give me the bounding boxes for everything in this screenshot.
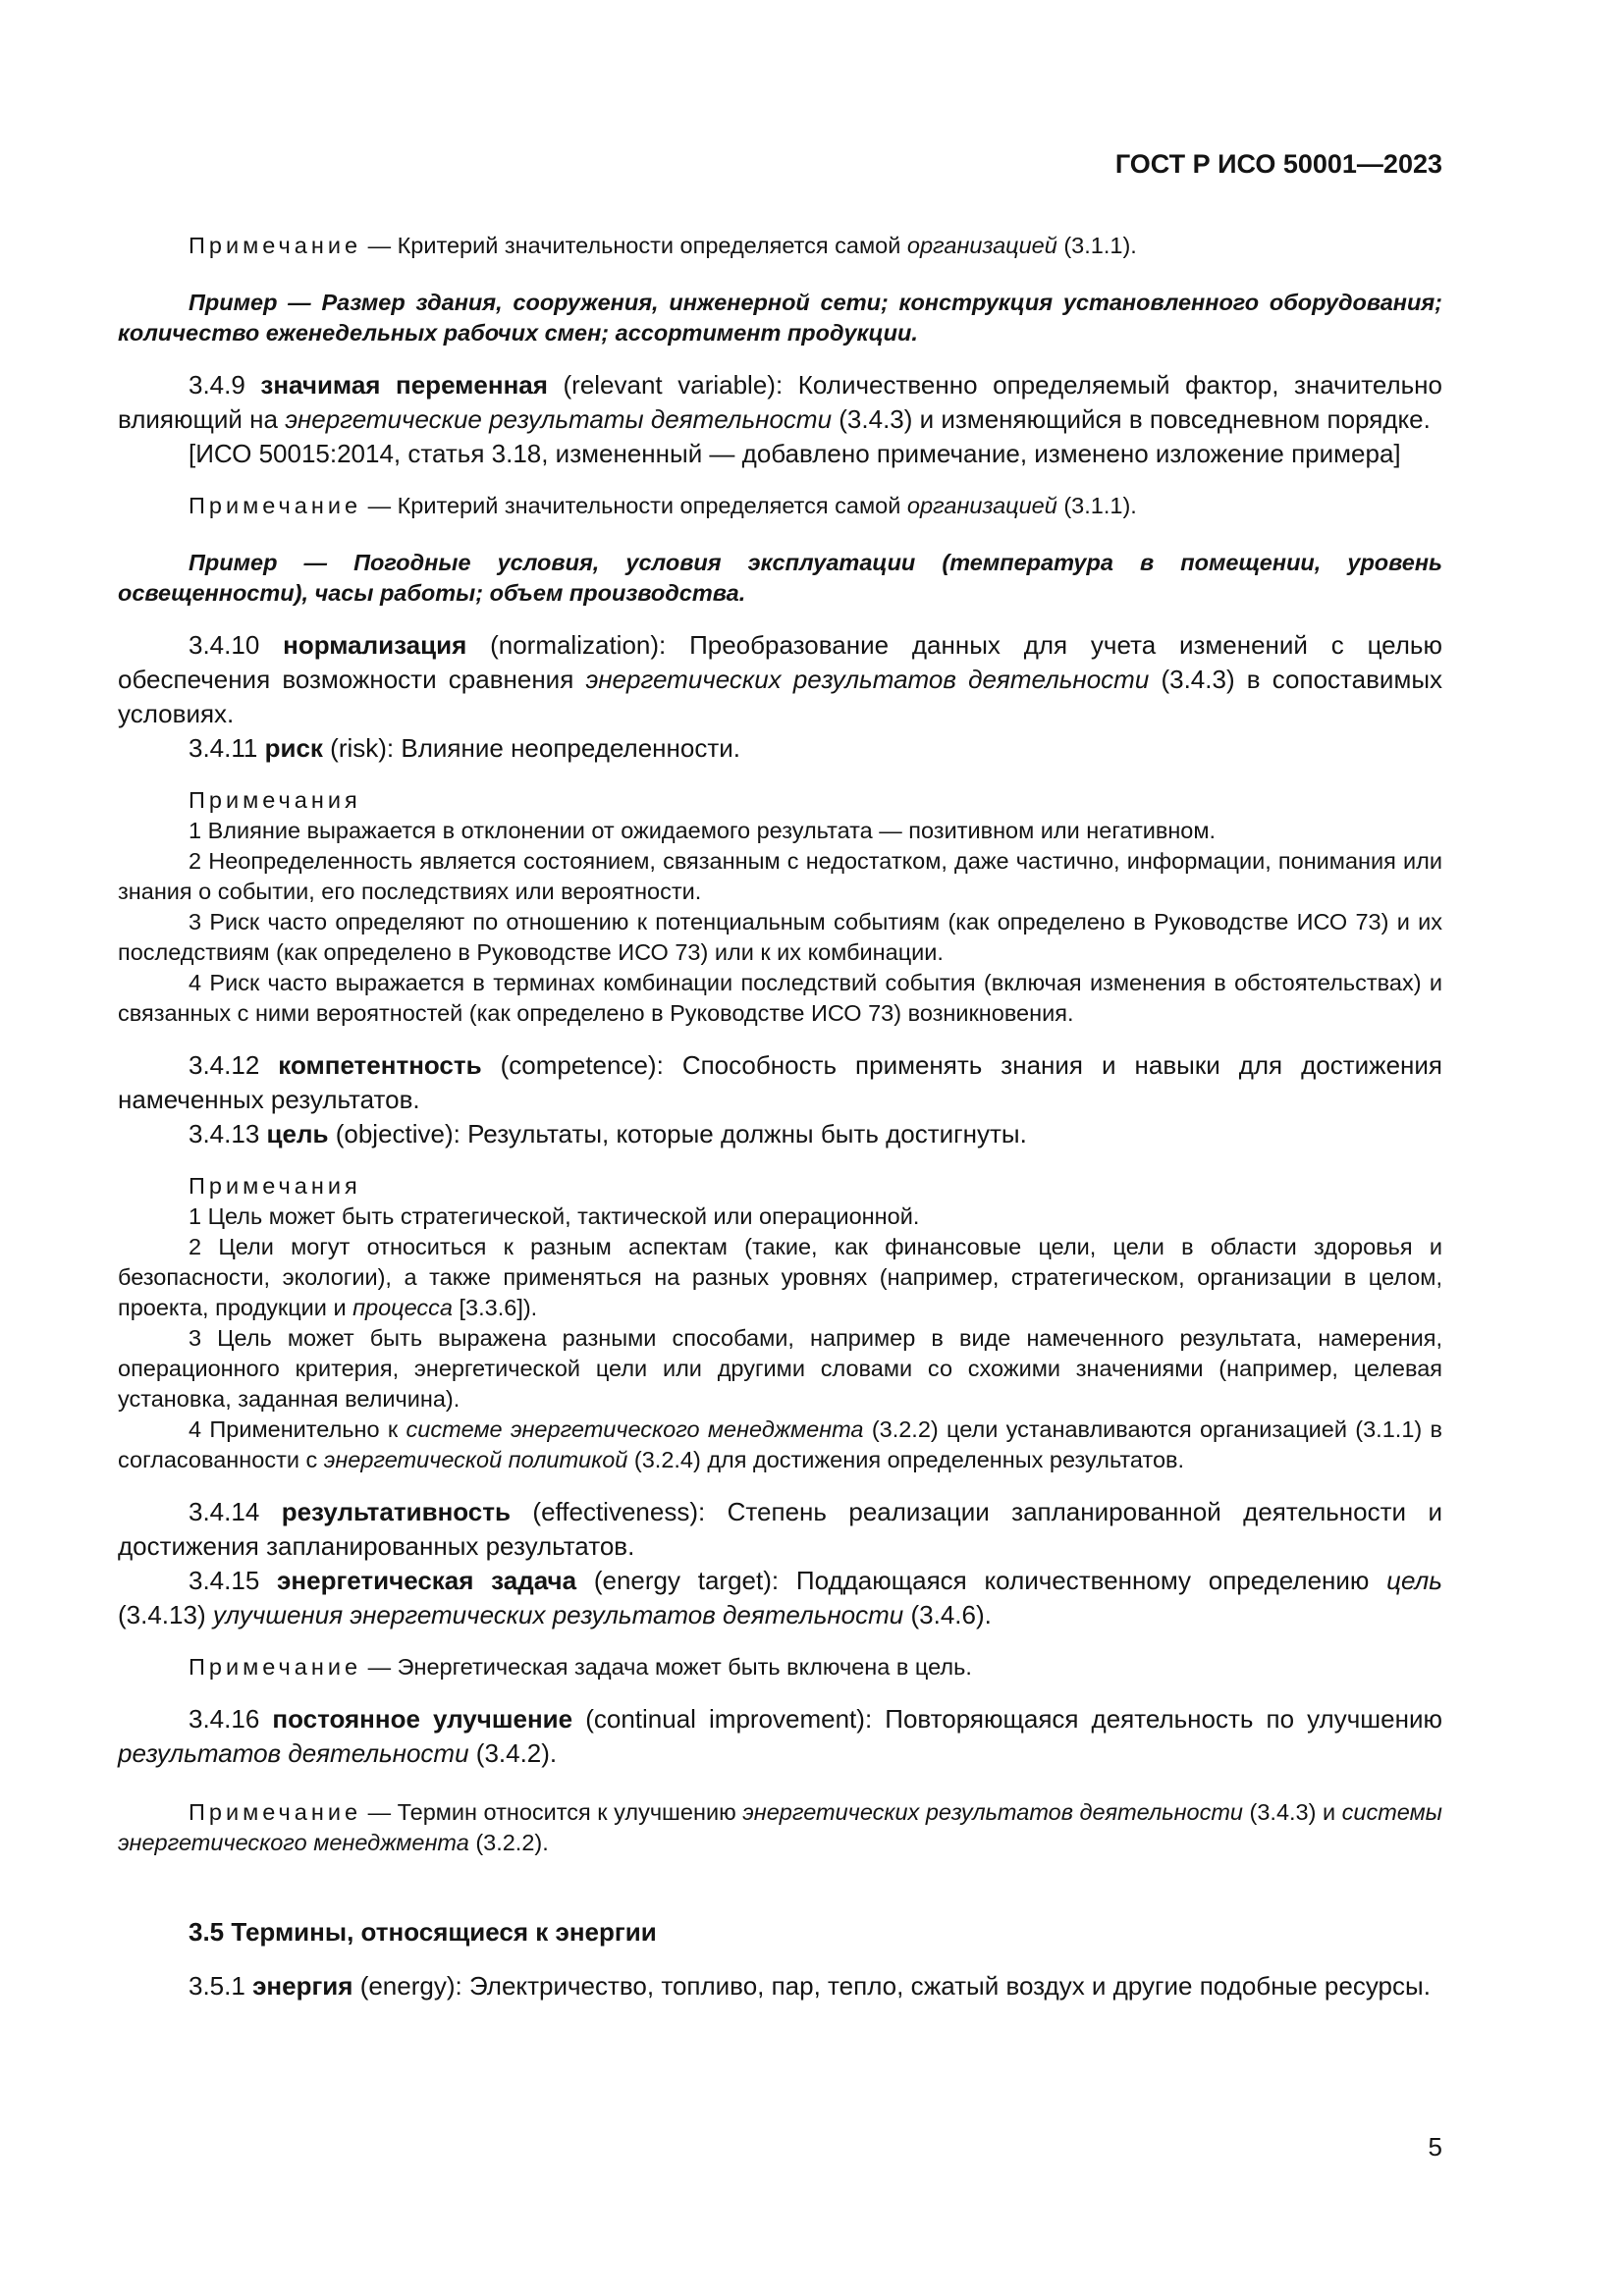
example-paragraph: Пример — Погодные условия, условия эксплуатации (температура в помещении, уровень освещенности), часы работы; объем производства. [118, 550, 1442, 606]
term-3-5-1: 3.5.1 энергия (energy): Электричество, топливо, пар, тепло, сжатый воздух и другие подобные ресурсы. [189, 1971, 1431, 2001]
note-paragraph: Примечание — Критерий значительности определяется самой организацией (3.1.1). [189, 493, 1137, 518]
notes-heading: Примечания [189, 787, 361, 813]
term-name: нормализация [283, 630, 467, 660]
term-3-4-10: 3.4.10 нормализация (normalization): Преобразование данных для учета изменений с целью обеспечения возможности сравнения энергетических результатов деятельности (3.4.3) в сопоставимых условиях. [118, 630, 1443, 728]
note-label: Примечание [189, 493, 362, 518]
term-name: риск [264, 733, 323, 763]
note-paragraph: Примечание — Энергетическая задача может быть включена в цель. [189, 1654, 972, 1680]
objective-note-1: 1 Цель может быть стратегической, тактической или операционной. [189, 1203, 920, 1229]
notes-heading: Примечания [189, 1173, 361, 1199]
term-3-4-11: 3.4.11 риск (risk): Влияние неопределенности. [189, 733, 741, 763]
document-header: ГОСТ Р ИСО 50001—2023 [1114, 149, 1442, 179]
objective-note-3: 3 Цель может быть выражена разными способами, например в виде намеченного результата, намерения, операционного критерия, энергетической цели или другими словами со схожими значениями (например, целевая установка, заданная величина). [118, 1325, 1442, 1412]
term-name: компетентность [278, 1050, 482, 1080]
term-name: энергетическая задача [277, 1566, 577, 1595]
term-name: энергия [252, 1971, 353, 2001]
note-label: Примечание [189, 1654, 362, 1680]
term-3-4-14: 3.4.14 результативность (effectiveness): Степень реализации запланированной деятельности и достижения запланированных результатов. [118, 1497, 1442, 1561]
term-name: значимая переменная [260, 370, 548, 400]
term-3-4-12: 3.4.12 компетентность (competence): Способность применять знания и навыки для достижения намеченных результатов. [118, 1050, 1442, 1114]
risk-note-3: 3 Риск часто определяют по отношению к потенциальным событиям (как определено в Руководстве ИСО 73) и их последствиям (как определено в Руководстве ИСО 73) или к их комбинации. [118, 909, 1442, 965]
risk-note-2: 2 Неопределенность является состоянием, связанным с недостатком, даже частично, информации, понимания или знания о событии, его последствиях или вероятности. [118, 848, 1442, 904]
term-name: постоянное улучшение [272, 1704, 573, 1734]
example-paragraph: Пример — Размер здания, сооружения, инженерной сети; конструкция установленного оборудования; количество еженедельных рабочих смен; ассортимент продукции. [118, 290, 1442, 346]
risk-note-1: 1 Влияние выражается в отклонении от ожидаемого результата — позитивном или негативном. [189, 818, 1217, 843]
page-number: 5 [1428, 2132, 1442, 2162]
term-name: результативность [281, 1497, 511, 1526]
note-paragraph: Примечание — Термин относится к улучшению энергетических результатов деятельности (3.4.3) и системы энергетического менеджмента (3.2.2). [118, 1799, 1442, 1855]
term-3-4-15: 3.4.15 энергетическая задача (energy target): Поддающаяся количественному определению цель (3.4.13) улучшения энергетических результатов деятельности (3.4.6). [118, 1566, 1442, 1629]
note-label: Примечание [189, 233, 362, 258]
term-name: цель [266, 1119, 329, 1148]
note-label: Примечание [189, 1799, 362, 1825]
risk-note-4: 4 Риск часто выражается в терминах комбинации последствий события (включая изменения в обстоятельствах) и связанных с ними вероятностей (как определено в Руководстве ИСО 73) возникновения. [118, 970, 1442, 1026]
term-3-4-13: 3.4.13 цель (objective): Результаты, которые должны быть достигнуты. [189, 1119, 1027, 1148]
term-3-4-9: 3.4.9 значимая переменная (relevant variable): Количественно определяемый фактор, значительно влияющий на энергетические результаты деятельности (3.4.3) и изменяющийся в повседневном порядке. [118, 370, 1442, 434]
term-3-4-16: 3.4.16 постоянное улучшение (continual improvement): Повторяющаяся деятельность по улучшению результатов деятельности (3.4.2). [118, 1704, 1442, 1768]
term-source: [ИСО 50015:2014, статья 3.18, измененный — добавлено примечание, изменено изложение примера] [189, 439, 1401, 468]
objective-note-2: 2 Цели могут относиться к разным аспектам (такие, как финансовые цели, цели в области здоровья и безопасности, экологии), а также применяться на разных уровнях (например, стратегическом, организации в целом, проекта, продукции и процесса [3.3.6]). [118, 1234, 1442, 1320]
note-paragraph: Примечание — Критерий значительности определяется самой организацией (3.1.1). [189, 233, 1137, 258]
objective-note-4: 4 Применительно к системе энергетического менеджмента (3.2.2) цели устанавливаются организацией (3.1.1) в согласованности с энергетической политикой (3.2.4) для достижения определенных результатов. [118, 1416, 1443, 1472]
section-heading: 3.5 Термины, относящиеся к энергии [189, 1917, 657, 1947]
